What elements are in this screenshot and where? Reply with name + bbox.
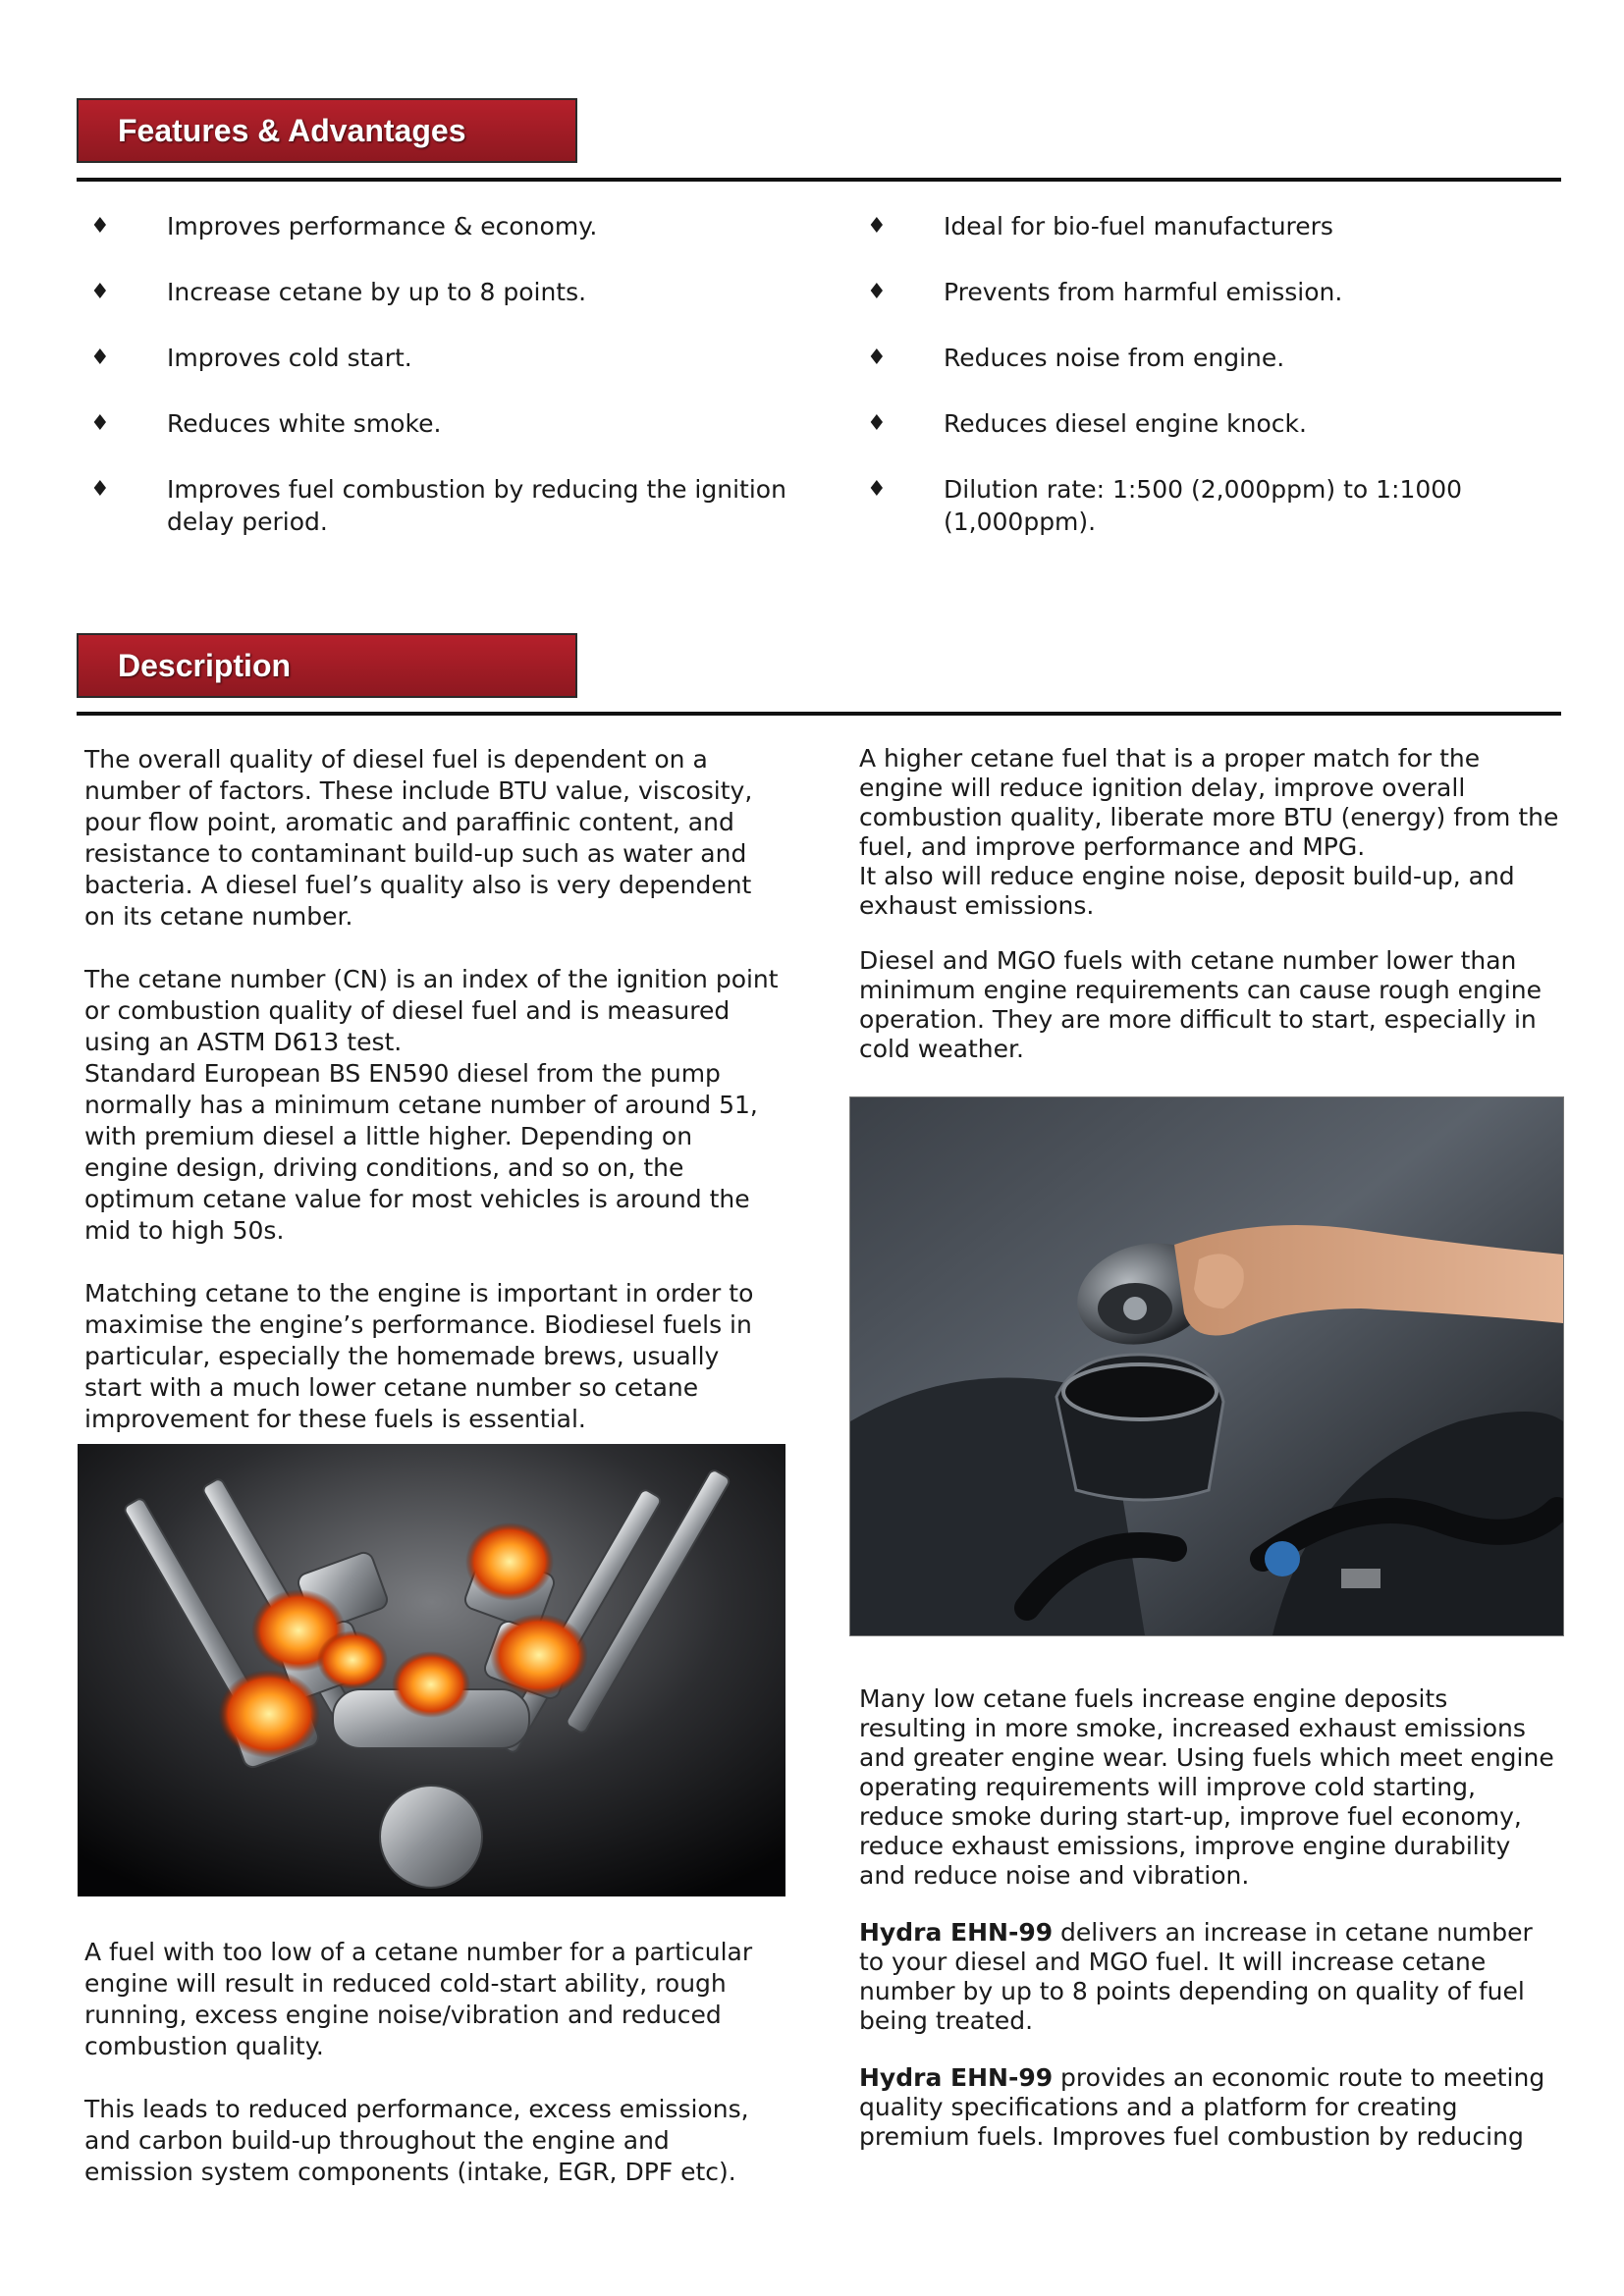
paragraph: The cetane number (CN) is an index of the ignition point or combustion quality of diesel fuel and is measured using an ASTM D613 test. xyxy=(84,965,779,1056)
diamond-bullet-icon: ♦ xyxy=(867,411,887,436)
feature-item: ♦ Reduces white smoke. xyxy=(90,409,442,438)
diamond-bullet-icon: ♦ xyxy=(90,411,110,436)
feature-item: ♦ Improves cold start. xyxy=(90,344,412,372)
brand-name: Hydra EHN-99 xyxy=(859,2063,1054,2092)
paragraph: It also will reduce engine noise, deposit build-up, and exhaust emissions. xyxy=(859,862,1515,920)
feature-item: ♦ Ideal for bio-fuel manufacturers xyxy=(867,212,1333,240)
diamond-bullet-icon: ♦ xyxy=(90,214,110,239)
feature-item: ♦ Improves performance & economy. xyxy=(90,212,598,240)
feature-item: ♦ Reduces noise from engine. xyxy=(867,344,1285,372)
features-list-left xyxy=(81,210,787,571)
paragraph: Standard European BS EN590 diesel from the pump normally has a minimum cetane number of around 51, with premium diesel a little higher. Depending on engine design, driving conditions, and so on, the optimum cetane value for most vehicles is around the mid to high 50s. xyxy=(84,1059,758,1245)
description-heading: Description xyxy=(77,633,577,698)
description-left-upper xyxy=(84,744,784,1435)
feature-item: ♦ Increase cetane by up to 8 points. xyxy=(90,278,587,306)
radiator-cap-image xyxy=(849,1096,1564,1636)
feature-item: ♦ Reduces diesel engine knock. xyxy=(867,409,1307,438)
diamond-bullet-icon: ♦ xyxy=(867,477,887,502)
paragraph: The overall quality of diesel fuel is dependent on a number of factors. These include BTU value, viscosity, pour flow point, aromatic and paraffinic content, and resistance to contaminant build-up such as water and bacteria. A diesel fuel’s quality also is very dependent on its cetane number. xyxy=(84,745,753,931)
description-left-lower xyxy=(84,1937,784,2188)
paragraph: Diesel and MGO fuels with cetane number lower than minimum engine requirements can cause rough engine operation. They are more difficult to start, especially in cold weather. xyxy=(859,946,1542,1063)
diamond-bullet-icon: ♦ xyxy=(90,346,110,370)
description-right-upper xyxy=(859,744,1561,1064)
diamond-bullet-icon: ♦ xyxy=(867,346,887,370)
paragraph: Many low cetane fuels increase engine deposits resulting in more smoke, increased exhaust emissions and greater engine wear. Using fuels which meet engine operating requirements will improve cold starting, reduce smoke during start-up, improve fuel economy, reduce exhaust emissions, improve engine durability and reduce noise and vibration. xyxy=(859,1684,1554,1890)
diamond-bullet-icon: ♦ xyxy=(90,280,110,304)
paragraph: This leads to reduced performance, excess emissions, and carbon build-up throughout the engine and emission system components (intake, EGR, DPF etc). xyxy=(84,2095,749,2186)
feature-item: ♦ Dilution rate: 1:500 (2,000ppm) to 1:1000 (1,000ppm). xyxy=(867,475,1463,536)
feature-item: ♦ Prevents from harmful emission. xyxy=(867,278,1343,306)
features-heading: Features & Advantages xyxy=(77,98,577,163)
paragraph: A higher cetane fuel that is a proper match for the engine will reduce ignition delay, improve overall combustion quality, liberate more BTU (energy) from the fuel, and improve performance and MPG. xyxy=(859,744,1559,861)
paragraph: Matching cetane to the engine is important in order to maximise the engine’s performance. Biodiesel fuels in particular, especially the homemade brews, usually start with a much lower cetane number so cetane improvement for these fuels is essential. xyxy=(84,1279,754,1433)
features-list-right xyxy=(857,210,1564,571)
features-rule xyxy=(77,178,1561,182)
diamond-bullet-icon: ♦ xyxy=(867,214,887,239)
paragraph: Hydra EHN-99 provides an economic route to meeting quality specifications and a platform for creating premium fuels. Improves fuel combustion by reducing xyxy=(859,2063,1545,2151)
paragraph: A fuel with too low of a cetane number for a particular engine will result in reduced cold-start ability, rough running, excess engine noise/vibration and reduced combustion quality. xyxy=(84,1938,753,2060)
diamond-bullet-icon: ♦ xyxy=(867,280,887,304)
paragraph: Hydra EHN-99 delivers an increase in cetane number to your diesel and MGO fuel. It will increase cetane number by up to 8 points depending on quality of fuel being treated. xyxy=(859,1918,1533,2035)
brand-name: Hydra EHN-99 xyxy=(859,1918,1054,1947)
engine-pistons-image xyxy=(78,1444,785,1896)
description-right-lower xyxy=(859,1684,1561,2152)
diamond-bullet-icon: ♦ xyxy=(90,477,110,502)
feature-item: ♦ Improves fuel combustion by reducing the ignition delay period. xyxy=(90,475,786,536)
description-rule xyxy=(77,712,1561,716)
